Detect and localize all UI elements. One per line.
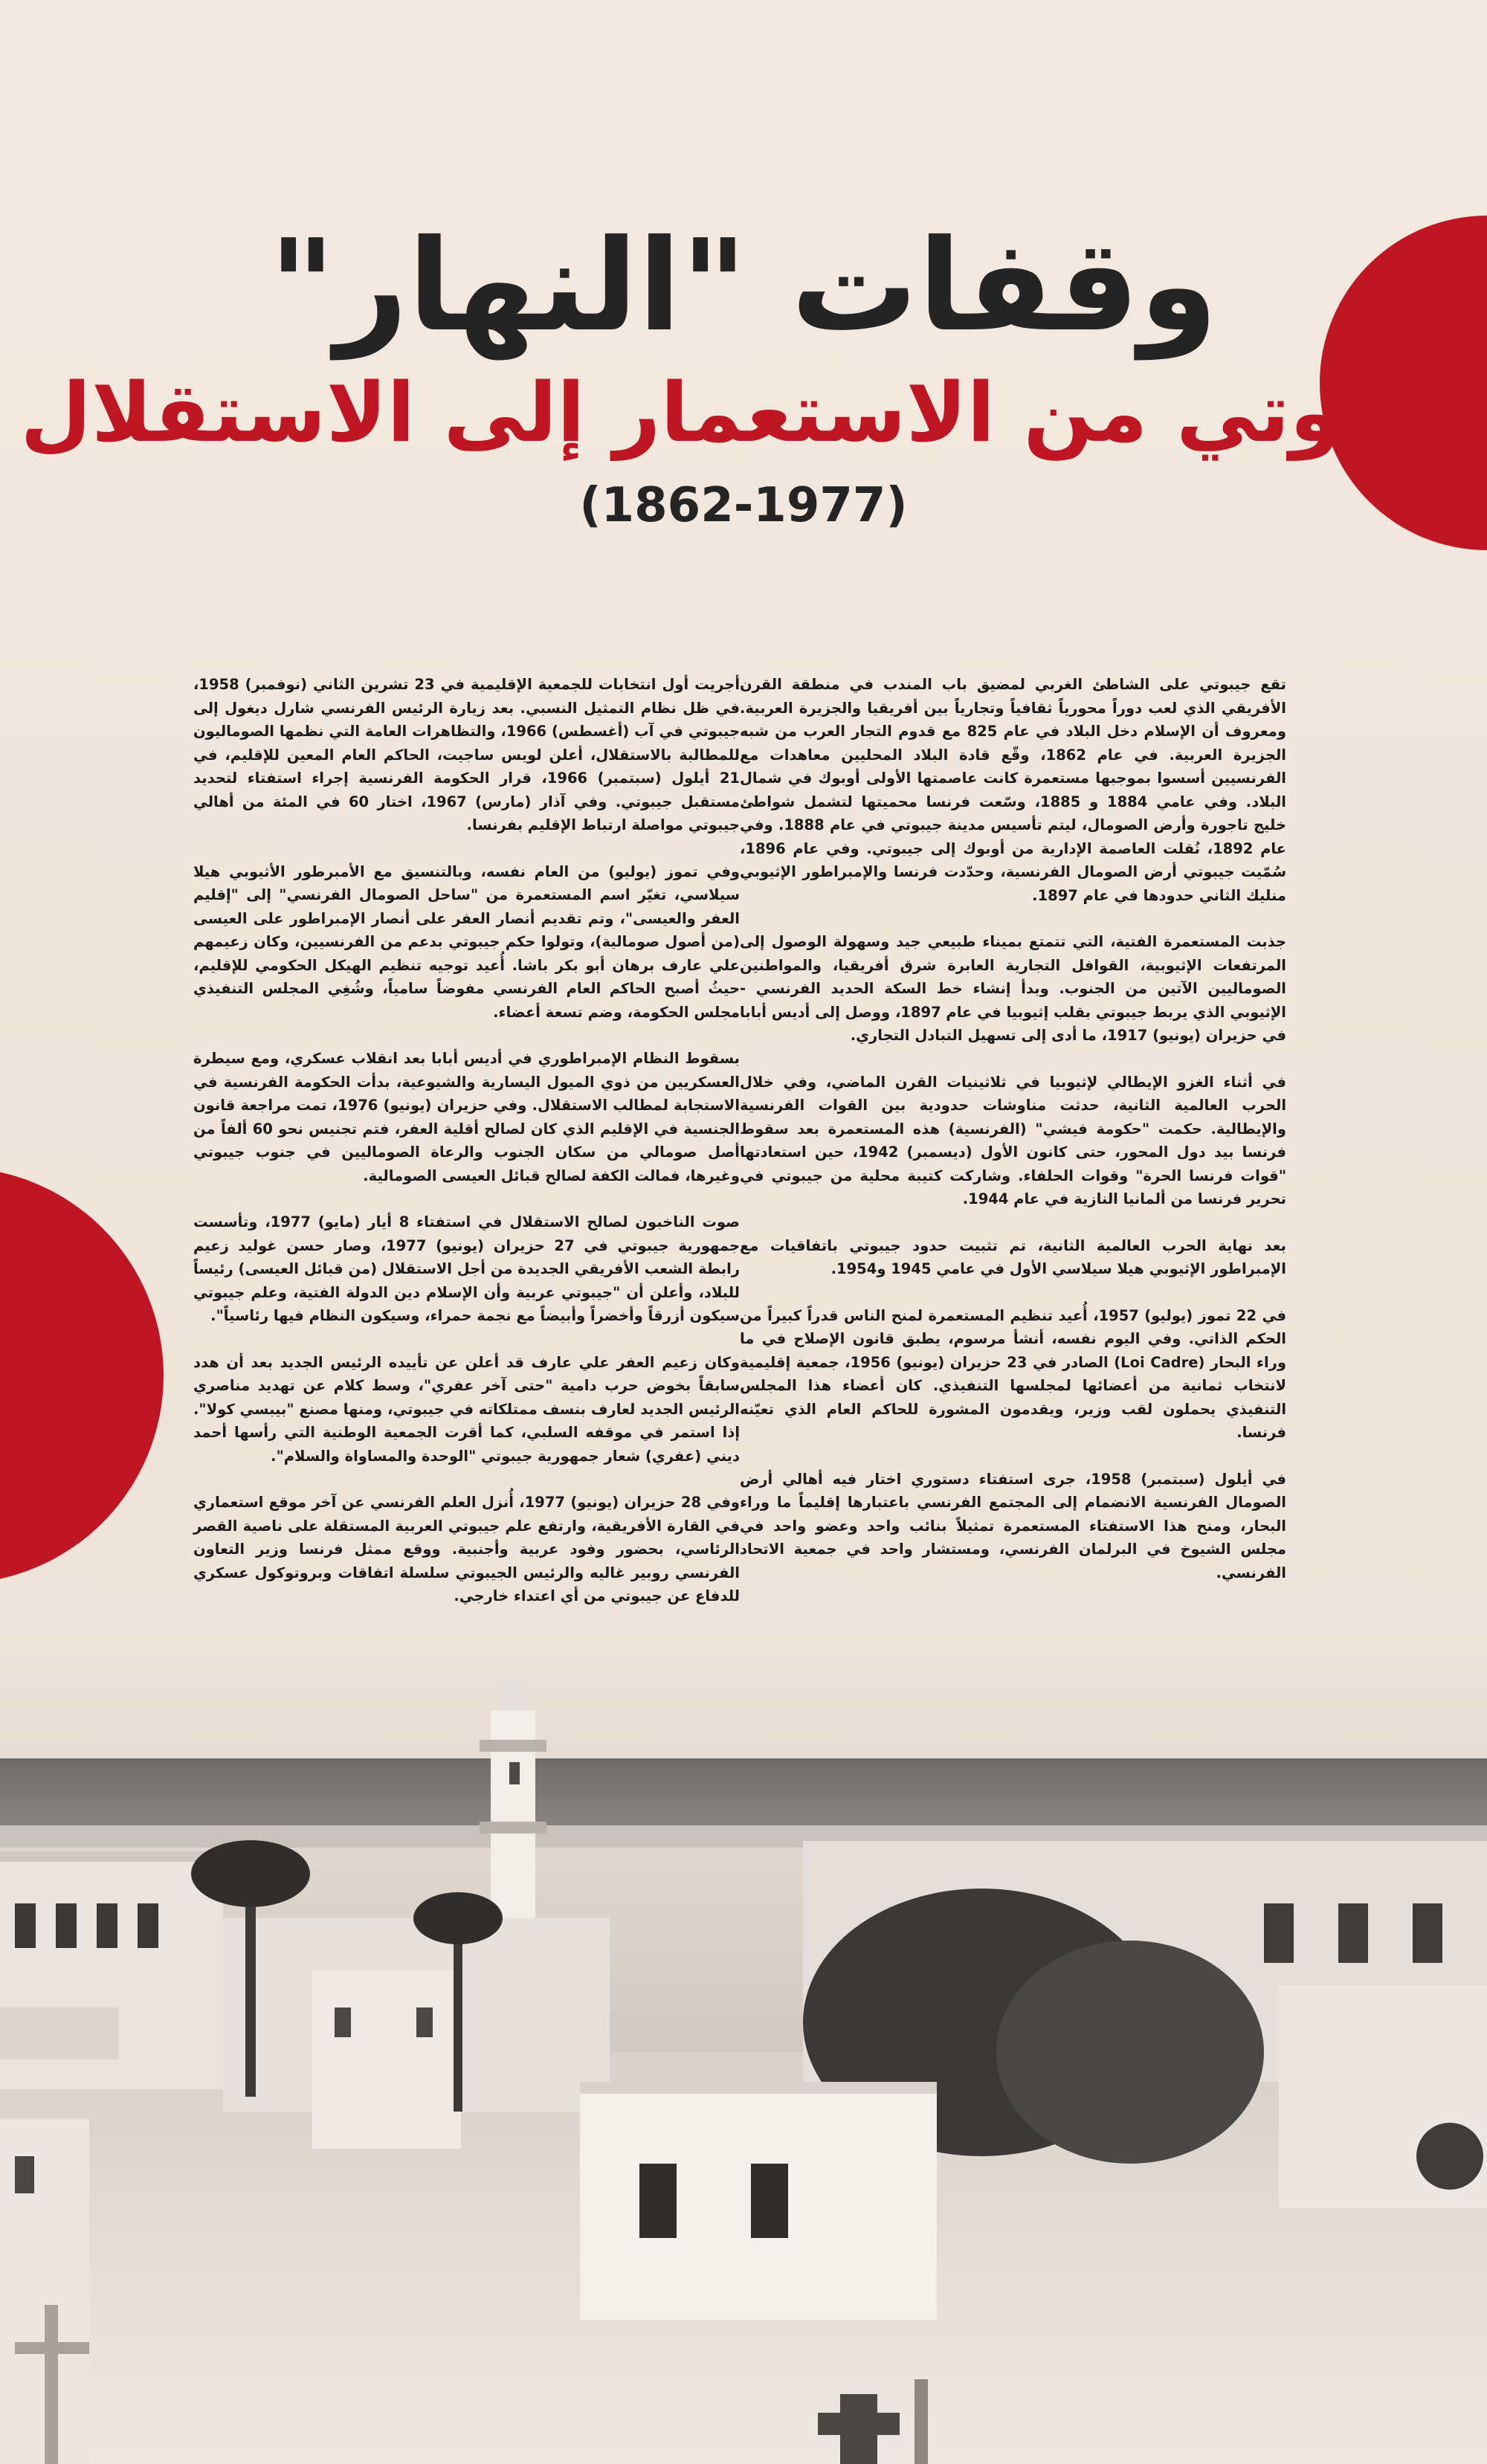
paragraph: في أثناء الغزو الإيطالي لإثيوبيا في ثلاثينيات القرن الماضي، وفي خلال الحرب العالمية الثانية، حدثت مناوشات حدودية بين القوات الفرنسية والإيطالية. حكمت "حكومة فيشي" (الفرنسية) هذه المستعمرة بعد سقوط فرنسا بيد دول المحور، حتى كانون الأول (ديسمبر) 1942، حين استعادتها "قوات فرنسا الحرة" وقوات الحلفاء. وشاركت كتيبة محلية من جيبوتي في تحرير فرنسا من ألمانيا النازية في عام 1944. xyxy=(740,1073,1286,1207)
paragraph: وفي 28 حزيران (يونيو) 1977، أُنزل العلم الفرنسي عن آخر موقع استعماري في القارة الأفريقية، وارتفع علم جيبوتي العربية المستقلة على ناصية القصر الرئاسي، بحضور وفود عربية وأجنبية. ووقع ممثل فرنسا وزير التعاون الفرنسي روبير غاليه والرئيس الجيبوتي سلسلة اتفاقات وبروتوكول عسكري للدفاع عن جيبوتي من أي اعتداء خارجي. xyxy=(193,1494,740,1604)
paragraph: أجريت أول انتخابات للجمعية الإقليمية في 23 تشرين الثاني (نوفمبر) 1958، في ظل نظام التمثيل النسبي. بعد زيارة الرئيس الفرنسي شارل ديغول إلى جيبوتي في آب (أغسطس) 1966، والتظاهرات العامة التي نظمها الصوماليون للمطالبة بالاستقلال، أعلن لويس ساجيت، الحاكم العام المعين للإقليم، في 21 أيلول (سبتمبر) 1966، قرار الحكومة الفرنسية إجراء استفتاء لتحديد مستقبل جيبوتي. وفي آذار (مارس) 1967، اختار 60 في المئة من أهالي جيبوتي مواصلة ارتباط الإقليم بفرنسا. xyxy=(193,676,741,833)
paragraph: بعد نهاية الحرب العالمية الثانية، تم تثبيت حدود جيبوتي باتفاقيات مع الإمبراطور الإثيوبي هيلا سيلاسي الأول في عامي 1945 و1954. xyxy=(740,1236,1286,1277)
decorative-red-circle-left xyxy=(0,1167,164,1584)
page-title: وقفات "النهار" xyxy=(269,213,1218,360)
paragraph: وكان زعيم العفر علي عارف قد أعلن عن تأييده الرئيس الجديد بعد أن هدد سابقاً بخوض حرب دامية "حتى آخر عفري"، وسط كلام عن تهديد مناصري الرئيس الجديد لعارف بنسف ممتلكاته في جيبوتي، ومنها مصنع "بيبسي كولا". إذا استمر في موقفه السلبي، كما أقرت الجمعية الوطنية التي رأسها أحمد ديني (عفري) شعار جمهورية جيبوتي "الوحدة والمساواة والسلام". xyxy=(193,1353,740,1465)
text-column-left xyxy=(193,673,740,1631)
poster-header xyxy=(0,212,1487,546)
years-range: (1862-1977) xyxy=(579,478,908,533)
paragraph: في أيلول (سبتمبر) 1958، جرى استفتاء دستوري اختار فيه أهالي أرض الصومال الفرنسية الانضمام إلى المجتمع الفرنسي باعتبارها إقليماً ما وراء البحار، ومنح هذا الاستفتاء المستعمرة تمثيلاً بنائب واحد وعضو واحد في مجلس الشيوخ في البرلمان الفرنسي، ومستشار واحد في جمعية الاتحاد الفرنسي. xyxy=(740,1470,1287,1581)
paragraph: جذبت المستعمرة الفتية، التي تتمتع بميناء طبيعي جيد وسهولة الوصول إلى المرتفعات الإثيوبية، القوافل التجارية العابرة شرق أفريقيا، والمواطنين الصوماليين الآتين من الجنوب. وبدأ إنشاء خط السكة الحديد الفرنسي - الإثيوبي الذي يربط جيبوتي بقلب إثيوبيا في عام 1897، ووصل إلى أديس أبابا في حزيران (يونيو) 1917، ما أدى إلى تسهيل التبادل التجاري. xyxy=(740,933,1286,1044)
paragraph: وفي تموز (يوليو) من العام نفسه، وبالتنسيق مع الأمبرطور الأثيوبي هيلا سيلاسي، تغيّر اسم المستعمرة من "ساحل الصومال الفرنسي" إلى "إقليم العفر والعيسى"، وتم تقديم أنصار العفر على أنصار الإمبراطور على العيسى (من أصول صومالية)، وتولوا حكم جيبوتي بدعم من الفرنسيين، وكان زعيمهم علي عارف برهان أبو بكر باشا. أُعيد توجيه تنظيم الهيكل الحكومي للإقليم، حيثُ أصبح الحاكم العام الفرنسي مفوضاً سامياً، وشُغِي المجلس التنفيذي مجلس الحكومة، وضم تسعة أعضاء. xyxy=(193,862,740,1021)
paragraph: صوت الناخبون لصالح الاستقلال في استفتاء 8 أيار (مايو) 1977، وتأسست جمهورية جيبوتي في 27 حزيران (يونيو) 1977، وصار حسن غوليد زعيم رابطة الشعب الأفريقي الجديدة من أجل الاستقلال (من قبائل العيسى) رئيساً للبلاد، وأعلن أن "جيبوتي عربية وأن الإسلام دين الدولة الفتية، وعلم جيبوتي سيكون أزرقاً وأخضراً وأبيضاً مع نجمة حمراء، وسيكون النظام فيها رئاسياً". xyxy=(193,1213,740,1324)
paragraph: في 22 تموز (يوليو) 1957، أُعيد تنظيم المستعمرة لمنح الناس قدراً كبيراً من الحكم الذاتي. وفي اليوم نفسه، أنشأ مرسوم، يطبق قانون الإصلاح في ما وراء البحار (Loi Cadre) الصادر في 23 حزيران (يونيو) 1956، جمعية إقليمية لانتخاب ثمانية من أعضائها لمجلسها التنفيذي. كان أعضاء هذا المجلس التنفيذي يحملون لقب وزير، ويقدمون المشورة للحاكم العام الذي تعيّنه فرنسا. xyxy=(740,1306,1286,1441)
text-column-right xyxy=(740,673,1286,1607)
page-subtitle: جيبوتي من الاستعمار إلى الاستقلال xyxy=(20,365,1467,460)
paragraph: تقع جيبوتي على الشاطئ الغربي لمضيق باب المندب في منطقة القرن الأفريقي الذي لعب دوراً محورياً ثقافياً وتجارياً بين أفريقيا والجزيرة العربية. ومعروف أن الإسلام دخل البلاد في عام 825 مع قدوم التجار العرب من شبه الجزيرة العربية. في عام 1862، وقّع قادة البلاد المحليين معاهدات مع الفرنسيين أسسوا بموجبها مستعمرة كانت عاصمتها الأولى أوبوك في شمال البلاد. وفي عامي 1884 و 1885، وسّعت فرنسا محميتها لتشمل شواطئ خليج تاجورة وأرض الصومال، ليتم تأسيس مدينة جيبوتي في عام 1888. وفي عام 1892، نُقلت العاصمة الإدارية من أوبوك إلى جيبوتي. وفي عام 1896، سُمّيت جيبوتي أرض الصومال الفرنسية، وحدّدت فرنسا والإمبراطور الإثيوبي منليك الثاني حدودها في عام 1897. xyxy=(740,676,1286,904)
paragraph: بسقوط النظام الإمبراطوري في أديس أبابا بعد انقلاب عسكري، ومع سيطرة العسكريين من ذوي الميول اليسارية والشيوعية، بدأت الحكومة الفرنسية في الاستجابة لمطالب الاستقلال. وفي حزيران (يونيو) 1976، تمت مراجعة قانون الجنسية في الإقليم الذي كان لصالح أقلية العفر، فتم تجنيس نحو 60 ألفاً من أصل صومالي من سكان الجنوب والرعاة الصوماليين في جنوب جيبوتي وغيرها، فمالت الكفة لصالح قبائل العيسى الصومالية. xyxy=(193,1050,741,1184)
historic-djibouti-photo xyxy=(0,1636,1487,2464)
